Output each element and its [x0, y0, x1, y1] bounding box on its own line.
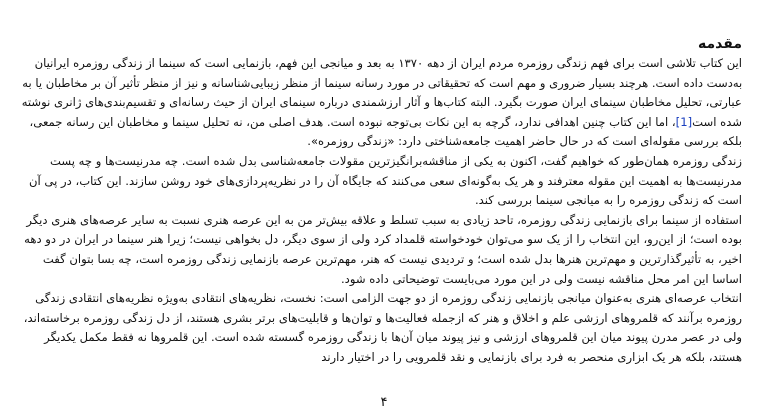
paragraph-4	[22, 289, 742, 367]
paragraph-line: روزمره برآنند که قلمروهای ارزشی علم و اخلاق و هنر که ازجمله فعالیت‌ها و توان‌ها و قابلیت‌های برتر بشری هستند، از دل زندگی روزمره برخاسته‌اند،	[23, 310, 742, 325]
line-text-before: شده است	[692, 114, 742, 129]
paragraph-line: این کتاب تلاشی است برای فهم زندگی روزمره مردم ایران از دهه ۱۳۷۰ به بعد و میانجی این فهم، بازنمایی است که سینما از زندگی روزمره ایرانیان	[34, 56, 742, 70]
paragraph-line-with-footnote	[30, 113, 742, 133]
paragraph-line: ولی در عصر مدرن پیوند میان این قلمروهای ارزشی و نیز پیوند میان آن‌ها با زندگی روزمره گسسته شده است. این قلمروها نه فقط مکمل یکدیگر	[44, 330, 742, 345]
page-number: ۴	[380, 395, 388, 410]
paragraph-line: بوده است؛ از این‌رو، این انتخاب را از یک سو می‌توان خودخواسته قلمداد کرد ولی از سوی دیگر، دل بخواهی نیست؛ زیرا هنر سینما در ایران در دو دهه	[24, 232, 742, 247]
paragraph-line: است که زندگی روزمره را به میانجی سینما بررسی کند.	[474, 193, 742, 208]
paragraph-1	[22, 54, 742, 152]
paragraph-2	[22, 152, 742, 211]
paragraph-line: بلکه بررسی مقوله‌ای است که در حال حاضر اهمیت جامعه‌شناختی دارد: «زندگی روزمره».	[307, 134, 742, 149]
paragraph-3	[22, 211, 742, 289]
line-text-after: ، اما این کتاب چنین اهدافی ندارد، گرچه به این نکات بی‌توجه نبوده است. هدف اصلی من، نه تحلیل سینما و مخاطبان این رسانه جمعی،	[29, 114, 676, 129]
paragraph-line: اساسا این امر محل مناقشه نیست ولی در این مورد می‌بایست توضیحاتی داده شود.	[340, 271, 742, 286]
paragraph-line: عبارتی، تحلیل مخاطبان سینمای ایران صورت بگیرد. البته کتاب‌ها و آثار ارزشمندی درباره سینمای ایران از حیث رسانه‌ای و تقسیم‌بندی‌های ژانری نوشته	[21, 95, 742, 110]
paragraph-line: زندگی روزمره همان‌طور که خواهیم گفت، اکنون به یکی از مناقشه‌برانگیزترین مقولات جامعه‌شناسی بدل شده است. چه مدرنیست‌ها و چه پست	[50, 153, 742, 168]
paragraph-line: اخیر، به تأثیرگذارترین و مهم‌ترین هنرها بدل شده است؛ و تردیدی نیست که هنر، مهم‌ترین عرصه بازنمایی زندگی روزمره است، چه بسا بتوان گفت	[42, 251, 742, 266]
paragraph-line: به‌دست داده است. هرچند بسیار ضروری و مهم است که تحقیقاتی در مورد رسانه سینما از منظر زیبایی‌شناسانه و نیز از منظر تأثیر آن بر مخاطبان یا به	[22, 75, 742, 90]
paragraph-line: هستند، بلکه هر یک ابزاری منحصر به فرد برای بازنمایی و نقد قلمرویی را در اختیار دارند	[321, 349, 742, 364]
footnote-reference-link[interactable]: [1]	[675, 114, 693, 129]
paragraph-line: استفاده از سینما برای بازنمایی زندگی روزمره، تاحد زیادی به سبب تسلط و علاقه بیش‌تر من به این عرصه هنری نسبت به سایر عرصه‌های هنری دیگر	[26, 212, 742, 227]
paragraph-line: انتخاب عرصه‌ای هنری به‌عنوان میانجی بازنمایی زندگی روزمره از دو جهت الزامی است: نخست، نظریه‌های انتقادی به‌ویژه نظریه‌های انتقادی زندگی	[35, 291, 742, 306]
section-heading: مقدمه	[698, 36, 742, 52]
paragraph-line: مدرنیست‌ها به اهمیت این مقوله معترفند و هر یک به‌گونه‌ای سعی می‌کنند که جایگاه آن را در نظریه‌پردازی‌های خود روشن سازند. این کتاب، در پی آن	[29, 173, 742, 188]
